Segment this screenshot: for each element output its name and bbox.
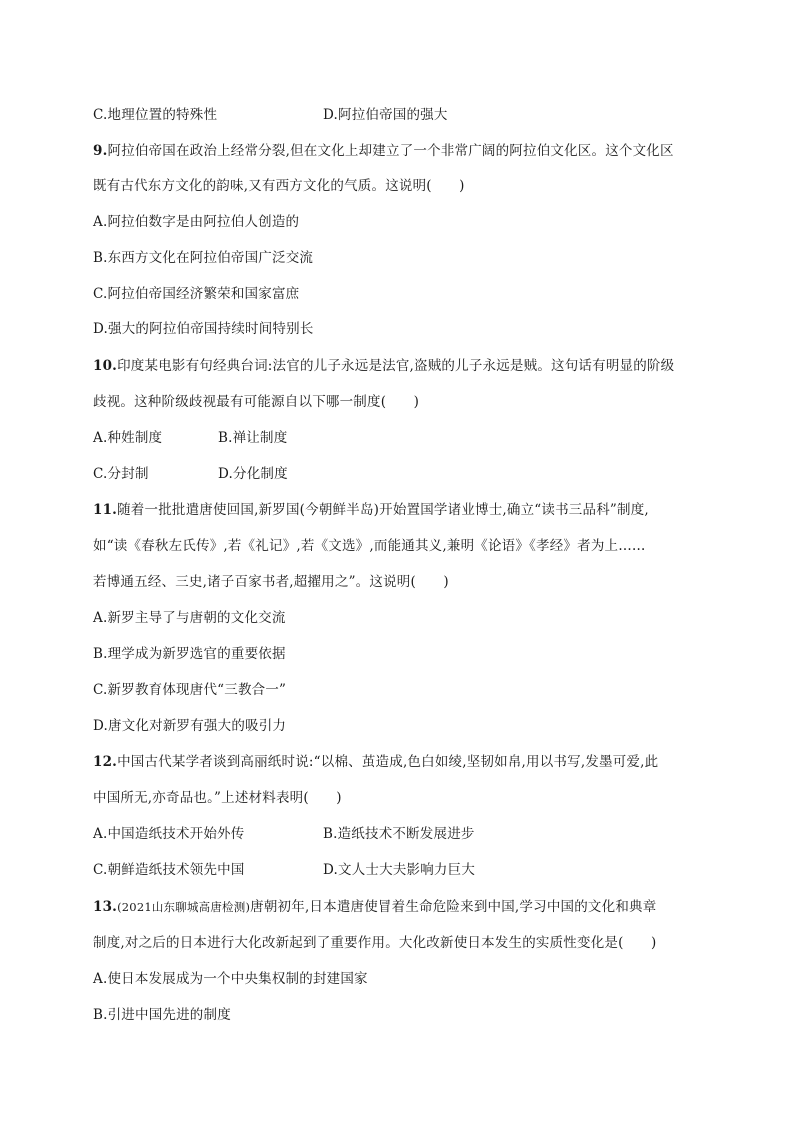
q10-options-ab	[93, 428, 287, 448]
q9-stem-line1	[93, 141, 674, 161]
q9-stem-text-1: 阿拉伯帝国在政治上经常分裂,但在文化上却建立了一个非常广阔的阿拉伯文化区。这个文化区	[107, 143, 674, 159]
q10-option-a[interactable]: A.种姓制度	[93, 430, 163, 446]
q8-options-cd	[93, 105, 448, 125]
q12-stem-line1	[93, 752, 658, 772]
q13-source: (2021山东聊城高唐检测)	[117, 900, 251, 914]
q11-option-b[interactable]: B.理学成为新罗选官的重要依据	[93, 646, 286, 662]
q9-stem-line2: 既有古代东方文化的韵味,又有西方文化的气质。这说明( )	[93, 178, 465, 194]
q13-stem-line1	[93, 897, 656, 917]
q10-option-b[interactable]: B.禅让制度	[218, 430, 288, 446]
q10-stem-line2: 歧视。这种阶级歧视最有可能源自以下哪一制度( )	[93, 394, 420, 410]
q11-stem-line2: 如“读《春秋左氏传》,若《礼记》,若《文选》,而能通其义,兼明《论语》《孝经》者为上……	[93, 538, 646, 554]
q12-option-b[interactable]: B.造纸技术不断发展进步	[323, 826, 475, 842]
q9-option-d[interactable]: D.强大的阿拉伯帝国持续时间特别长	[93, 321, 314, 337]
q12-options-ab	[93, 824, 475, 844]
q12-number: 12.	[93, 754, 118, 770]
q12-option-c[interactable]: C.朝鲜造纸技术领先中国	[93, 862, 245, 878]
q12-stem-text-1: 中国古代某学者谈到高丽纸时说:“以棉、茧造成,色白如绫,坚韧如帛,用以书写,发墨可爱,此	[117, 754, 659, 770]
q9-option-a[interactable]: A.阿拉伯数字是由阿拉伯人创造的	[93, 214, 300, 230]
q8-option-c[interactable]: C.地理位置的特殊性	[93, 107, 218, 123]
q12-options-cd	[93, 860, 475, 880]
q9-option-c[interactable]: C.阿拉伯帝国经济繁荣和国家富庶	[93, 286, 300, 302]
q11-number: 11.	[93, 502, 118, 518]
q9-option-b[interactable]: B.东西方文化在阿拉伯帝国广泛交流	[93, 250, 314, 266]
q12-stem-line2: 中国所无,亦奇品也。”上述材料表明( )	[93, 790, 342, 806]
q12-option-d[interactable]: D.文人士大夫影响力巨大	[323, 862, 476, 878]
q10-option-c[interactable]: C.分封制	[93, 466, 149, 482]
q13-option-a[interactable]: A.使日本发展成为一个中央集权制的封建国家	[93, 971, 368, 987]
q8-option-d[interactable]: D.阿拉伯帝国的强大	[323, 107, 448, 123]
q11-stem-text-1: 随着一批批遣唐使回国,新罗国(今朝鲜半岛)开始置国学诸业博士,确立“读书三品科”制度,	[117, 502, 649, 518]
q11-option-a[interactable]: A.新罗主导了与唐朝的文化交流	[93, 610, 286, 626]
q11-option-c[interactable]: C.新罗教育体现唐代“三教合一”	[93, 682, 287, 698]
q10-stem-line1	[93, 356, 674, 376]
q13-stem-text-1: 唐朝初年,日本遣唐使冒着生命危险来到中国,学习中国的文化和典章	[250, 899, 657, 915]
q13-option-b[interactable]: B.引进中国先进的制度	[93, 1007, 231, 1023]
q10-number: 10.	[93, 358, 118, 374]
q9-number: 9.	[93, 143, 108, 159]
q11-stem-line1	[93, 500, 649, 520]
q12-option-a[interactable]: A.中国造纸技术开始外传	[93, 826, 245, 842]
q10-option-d[interactable]: D.分化制度	[218, 466, 288, 482]
q13-stem-line2: 制度,对之后的日本进行大化改新起到了重要作用。大化改新使日本发生的实质性变化是( )	[93, 935, 657, 951]
q11-option-d[interactable]: D.唐文化对新罗有强大的吸引力	[93, 718, 287, 734]
q10-stem-text-1: 印度某电影有句经典台词:法官的儿子永远是法官,盗贼的儿子永远是贼。这句话有明显的阶级	[117, 358, 675, 374]
q10-options-cd	[93, 464, 288, 484]
q13-number: 13.	[93, 899, 118, 915]
q11-stem-line3: 若博通五经、三史,诸子百家书者,超擢用之”。这说明( )	[93, 574, 449, 590]
